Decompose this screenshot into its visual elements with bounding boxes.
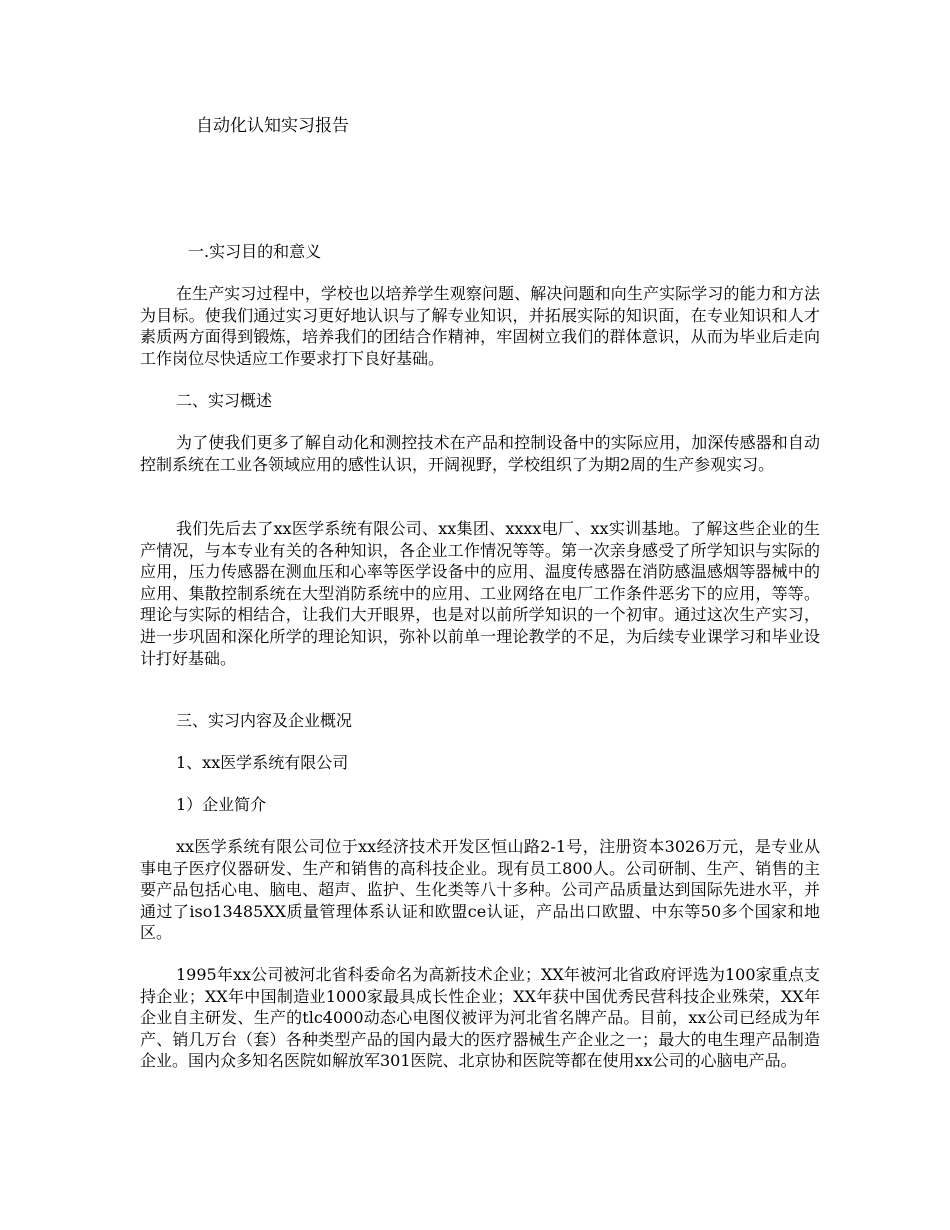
section-heading-overview: 二、实习概述 xyxy=(176,391,273,410)
paragraph-purpose: 在生产实习过程中，学校也以培养学生观察问题、解决问题和向生产实际学习的能力和方法为目标。使我们通过实习更好地认识与了解专业知识，并拓展实际的知识面，在专业知识和人才素质两方面得到锻炼，培养我们的团结合作精神，牢固树立我们的群体意识，从而为毕业后走向工作岗位尽快适应工作要求打下良好基础。 xyxy=(140,284,820,368)
paragraph-overview-2: 我们先后去了xx医学系统有限公司、xx集团、xxxx电厂、xx实训基地。了解这些企业的生产情况，与本专业有关的各种知识，各企业工作情况等等。第一次亲身感受了所学知识与实际的应用，压力传感器在测血压和心率等医学设备中的应用、温度传感器在消防感温感烟等器械中的应用、集散控制系统在大型消防系统中的应用、工业网络在电厂工作条件恶劣下的应用，等等。理论与实际的相结合，让我们大开眼界，也是对以前所学知识的一个初审。通过这次生产实习，进一步巩固和深化所学的理论知识，弥补以前单一理论教学的不足，为后续专业课学习和毕业设计打好基础。 xyxy=(140,519,820,668)
document-title: 自动化认知实习报告 xyxy=(196,116,349,136)
paragraph-intro-2: 1995年xx公司被河北省科委命名为高新技术企业；XX年被河北省政府评选为100家重点支持企业；XX年中国制造业1000家最具成长性企业；XX年获中国优秀民营科技企业殊荣，XX年企业自主研发、生产的tlc4000动态心电图仪被评为河北省名牌产品。目前，xx公司已经成为年产、销几万台（套）各种类型产品的国内最大的医疗器械生产企业之一；最大的电生理产品制造企业。国内众多知名医院如解放军301医院、北京协和医院等都在使用xx公司的心脑电产品。 xyxy=(140,965,820,1071)
section-heading-purpose: 一.实习目的和意义 xyxy=(188,242,322,261)
paragraph-intro-1: xx医学系统有限公司位于xx经济技术开发区恒山路2-1号，注册资本3026万元，是专业从事电子医疗仪器研发、生产和销售的高科技企业。现有员工800人。公司研制、生产、销售的主要产品包括心电、脑电、超声、监护、生化类等八十多种。公司产品质量达到国际先进水平，并通过了iso13485XX质量管理体系认证和欧盟ce认证，产品出口欧盟、中东等50多个国家和地区。 xyxy=(140,837,820,943)
subheading-intro: 1）企业简介 xyxy=(176,795,267,814)
section-heading-content: 三、实习内容及企业概况 xyxy=(176,711,353,730)
paragraph-overview-1: 为了使我们更多了解自动化和测控技术在产品和控制设备中的实际应用，加深传感器和自动控制系统在工业各领域应用的感性认识，开阔视野，学校组织了为期2周的生产参观实习。 xyxy=(140,433,820,474)
subheading-company: 1、xx医学系统有限公司 xyxy=(176,753,349,772)
